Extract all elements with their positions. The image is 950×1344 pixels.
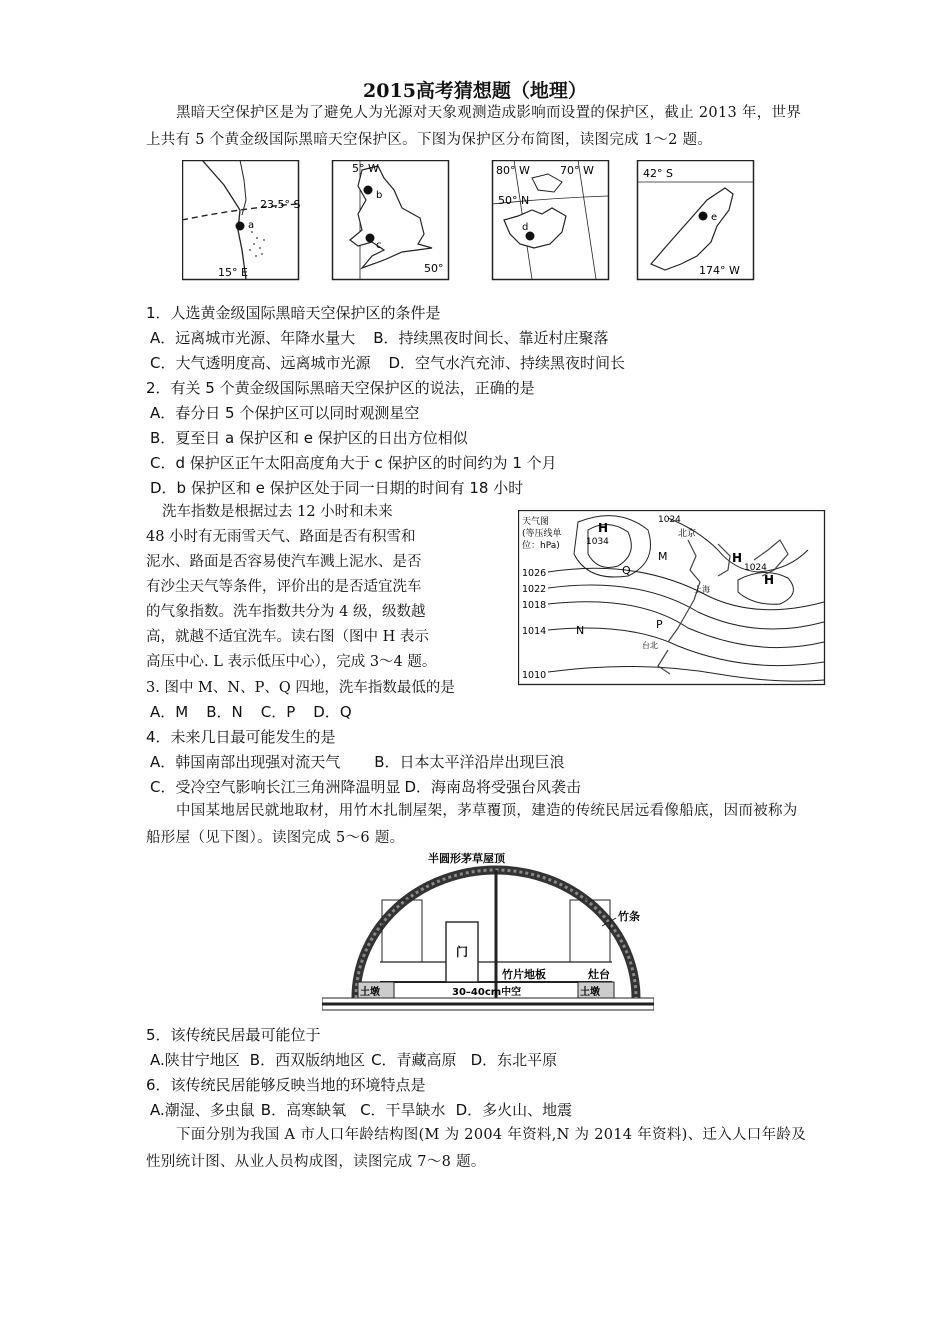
q5-option-d[interactable]: D．东北平原 bbox=[470, 1051, 558, 1069]
question-4-options-row2 bbox=[150, 776, 599, 797]
q4-option-d[interactable]: D．海南岛将受强台风袭击 bbox=[404, 778, 582, 796]
q3-option-c[interactable]: C．P bbox=[260, 703, 296, 721]
question-6-options bbox=[150, 1099, 590, 1120]
map3-lat-label: 50° N bbox=[498, 194, 530, 207]
q6-option-c[interactable]: C．干旱缺水 bbox=[360, 1101, 446, 1119]
q6-option-b[interactable]: B．高寒缺氧 bbox=[260, 1101, 347, 1119]
q5-option-b[interactable]: B．西双版纳地区 bbox=[249, 1051, 366, 1069]
top-value-1034: 1034 bbox=[586, 537, 609, 547]
question-1-stem: 1．人选黄金级国际黑暗天空保护区的条件是 bbox=[146, 304, 441, 322]
map-4 bbox=[637, 161, 754, 280]
left-mound-label: 土墩 bbox=[360, 987, 380, 998]
map3-lon1-label: 80° W bbox=[496, 164, 530, 177]
roof-label: 半圆形茅草屋顶 bbox=[428, 852, 505, 865]
q6-option-a[interactable]: A.潮湿、多虫鼠 bbox=[150, 1101, 255, 1119]
question-5-stem: 5．该传统民居最可能位于 bbox=[146, 1026, 321, 1044]
q2-option-d[interactable]: D．b 保护区和 e 保护区处于同一日期的时间有 18 小时 bbox=[150, 479, 524, 497]
point-p: P bbox=[656, 618, 663, 631]
map1-lon-label: 15° E bbox=[218, 266, 248, 279]
map1-point-label: a bbox=[248, 220, 255, 231]
bamboo-label: 竹条 bbox=[618, 910, 640, 923]
map3-lon2-label: 70° W bbox=[560, 164, 594, 177]
weather-map bbox=[518, 510, 826, 686]
stove-label: 灶台 bbox=[588, 968, 610, 981]
q4-option-c[interactable]: C．受冷空气影响长江三角洲降温明显 bbox=[150, 778, 401, 796]
point-m: M bbox=[658, 550, 668, 563]
floor-label: 竹片地板 bbox=[502, 968, 546, 981]
q1-option-d[interactable]: D．空气水汽充沛、持续黑夜时间长 bbox=[388, 354, 626, 372]
high-label-2: H bbox=[732, 551, 743, 565]
q2-option-b[interactable]: B．夏至日 a 保护区和 e 保护区的日出方位相似 bbox=[150, 429, 468, 447]
q1-option-c[interactable]: C．大气透明度高、远离城市光源 bbox=[150, 354, 371, 372]
q2-option-c[interactable]: C．d 保护区正午太阳高度角大于 c 保护区的时间约为 1 个月 bbox=[150, 454, 557, 472]
intro-paragraph-4: 下面分别为我国 A 市人口年龄结构图(M 为 2004 年资料,N 为 2014 年资料)、迁入人口年龄及性别统计图、从业人员构成图，读图完成 7～8 题。 bbox=[146, 1127, 807, 1170]
map2-point-c: c bbox=[376, 240, 382, 251]
isobar-label-1022: 1022 bbox=[522, 584, 547, 595]
question-6-stem: 6．该传统民居能够反映当地的环境特点是 bbox=[146, 1076, 426, 1094]
map-1 bbox=[182, 160, 300, 280]
question-3-stem: 3. 图中 M、N、P、Q 四地，洗车指数最低的是 bbox=[146, 680, 455, 696]
high-label-3: H bbox=[764, 573, 775, 587]
map4-lon-label: 174° W bbox=[699, 264, 740, 277]
map2-lon-label: 5° W bbox=[352, 162, 379, 175]
q3-option-b[interactable]: B．N bbox=[206, 703, 243, 721]
question-3-options bbox=[150, 701, 370, 722]
page-title: 2015高考猜想题（地理） bbox=[363, 80, 587, 102]
beijing-label: 北京 bbox=[678, 529, 697, 539]
dark-sky-reserve-maps bbox=[182, 160, 762, 282]
isobar-label-1010: 1010 bbox=[522, 670, 547, 681]
q2-option-a[interactable]: A．春分日 5 个保护区可以同时观测星空 bbox=[150, 404, 420, 422]
point-q: Q bbox=[622, 564, 631, 577]
map3-point-d: d bbox=[522, 222, 529, 233]
q3-option-a[interactable]: A．M bbox=[150, 703, 189, 721]
top-value-1024-a: 1024 bbox=[658, 515, 681, 525]
right-mound-label: 土墩 bbox=[580, 987, 600, 998]
q1-option-b[interactable]: B．持续黑夜时间长、靠近村庄聚落 bbox=[373, 329, 609, 347]
map-3 bbox=[492, 160, 609, 280]
top-value-1024-b: 1024 bbox=[744, 563, 767, 573]
q4-option-b[interactable]: B．日本太平洋沿岸出现巨浪 bbox=[374, 753, 565, 771]
question-5-options bbox=[150, 1049, 575, 1070]
question-1-options-row1 bbox=[150, 327, 627, 348]
question-4-stem: 4．未来几日最可能发生的是 bbox=[146, 728, 336, 746]
boat-house-diagram bbox=[322, 852, 654, 1018]
map1-lat-label: 23.5° S bbox=[260, 198, 301, 211]
point-n: N bbox=[576, 624, 585, 637]
q3-option-d[interactable]: D．Q bbox=[313, 703, 352, 721]
intro-paragraph-2: 洗车指数是根据过去 12 小时和未来 48 小时有无雨雪天气、路面是否有积雪和 泥水、路面是否容易使汽车溅上泥水、是否 有沙尘天气等条件，评价出的是否适宜洗车 的气象指数。洗车指数共分为 4 级，级数越 高，就越不适宜洗车。读右图（图中 H 表示 高压中心. L 表示低压中心），完成 3～4 题。 bbox=[146, 504, 437, 670]
gap-label: 30–40cm中空 bbox=[452, 987, 522, 998]
isobar-label-1014: 1014 bbox=[522, 626, 547, 637]
q5-option-a[interactable]: A.陕甘宁地区 bbox=[150, 1051, 240, 1069]
map4-lat-label: 42° S bbox=[643, 167, 673, 180]
city-shanghai: 上海 bbox=[694, 585, 710, 594]
map2-point-b: b bbox=[376, 190, 383, 201]
q5-option-c[interactable]: C．青藏高原 bbox=[371, 1051, 457, 1069]
door-label: 门 bbox=[456, 945, 469, 959]
question-4-options-row1 bbox=[150, 751, 583, 772]
map2-lat-label: 50° bbox=[424, 262, 444, 275]
q4-option-a[interactable]: A．韩国南部出现强对流天气 bbox=[150, 753, 341, 771]
isobar-label-1026: 1026 bbox=[522, 568, 547, 579]
q6-option-d[interactable]: D．多火山、地震 bbox=[455, 1101, 573, 1119]
intro-paragraph-3: 中国某地居民就地取材，用竹木扎制屋架，茅草覆顶，建造的传统民居远看像船底，因而被称为船形屋（见下图）。读图完成 5～6 题。 bbox=[146, 803, 798, 846]
map-2 bbox=[333, 160, 449, 280]
weather-legend-1: 天气图 bbox=[522, 517, 550, 527]
intro-paragraph-1: 黑暗天空保护区是为了避免人为光源对天象观测造成影响而设置的保护区，截止 2013 年，世界上共有 5 个黄金级国际黑暗天空保护区。下图为保护区分布简图，读图完成 1～2 题。 bbox=[146, 105, 802, 148]
question-2-stem: 2．有关 5 个黄金级国际黑暗天空保护区的说法，正确的是 bbox=[146, 379, 535, 397]
city-taipei: 台北 bbox=[642, 641, 658, 650]
high-label-1: H bbox=[598, 521, 609, 535]
map4-point-e: e bbox=[711, 212, 718, 223]
weather-legend-3: 位：hPa) bbox=[522, 541, 560, 551]
weather-legend-2: (等压线单 bbox=[522, 529, 562, 539]
isobar-label-1018: 1018 bbox=[522, 600, 547, 611]
question-1-options-row2 bbox=[150, 352, 643, 373]
q1-option-a[interactable]: A．远离城市光源、年降水量大 bbox=[150, 329, 356, 347]
